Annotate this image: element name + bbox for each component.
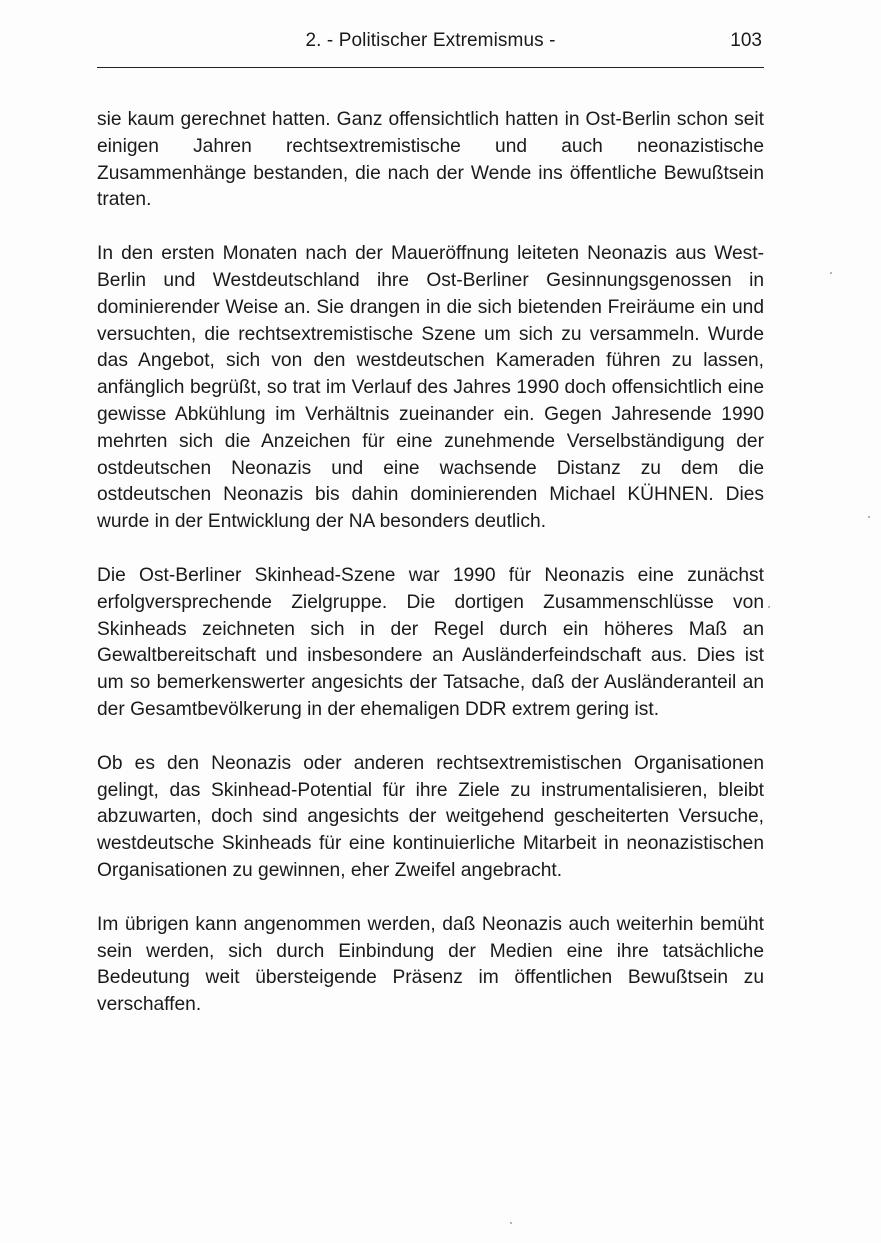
- paragraph-1: sie kaum gerechnet hatten. Ganz offensichtlich hatten in Ost-Berlin schon seit einigen Jahren rechtsextremistische und auch neonazistische Zusammenhänge bestanden, die nach der Wende ins öffentliche Bewußtsein traten.: [97, 109, 764, 211]
- scan-speck: [510, 1222, 512, 1224]
- body-text: [97, 107, 764, 1046]
- header-divider: [97, 67, 764, 68]
- page-number: 103: [730, 30, 762, 51]
- paragraph-2: In den ersten Monaten nach der Maueröffnung leiteten Neonazis aus West-Berlin und Westdeutschland ihre Ost-Berliner Gesinnungsgenossen in dominierender Weise an. Sie drangen in die sich bietenden Freiräume ein und versuchten, die rechtsextremistische Szene um sich zu versammeln. Wurde das Angebot, sich von den westdeutschen Kameraden führen zu lassen, anfänglich begrüßt, so trat im Verlauf des Jahres 1990 doch offensichtlich eine gewisse Abkühlung im Verhältnis zueinander ein. Gegen Jahresende 1990 mehrten sich die Anzeichen für eine zunehmende Verselbständigung der ostdeutschen Neonazis und eine wachsende Distanz zu dem die ostdeutschen Neonazis bis dahin dominierenden Michael KÜHNEN. Dies wurde in der Entwicklung der NA besonders deutlich.: [97, 243, 764, 533]
- scan-speck: [868, 516, 870, 518]
- paragraph-5: Im übrigen kann angenommen werden, daß Neonazis auch weiterhin bemüht sein werden, sich durch Einbindung der Medien eine ihre tatsächliche Bedeutung weit übersteigende Präsenz im öffentlichen Bewußtsein zu verschaffen.: [97, 913, 764, 1016]
- paragraph-4: Ob es den Neonazis oder anderen rechtsextremistischen Organisationen gelingt, das Skinhead-Potential für ihre Ziele zu instrumentalisieren, bleibt abzuwarten, doch sind angesichts der weitgehend gescheiterten Versuche, westdeutsche Skinheads für eine kontinuierliche Mitarbeit in neonazistischen Organisationen zu gewinnen, eher Zweifel angebracht.: [97, 752, 764, 881]
- header-title: 2. - Politischer Extremismus -: [305, 30, 556, 51]
- paragraph-3: Die Ost-Berliner Skinhead-Szene war 1990 für Neonazis eine zunächst erfolgversprechende Zielgruppe. Die dortigen Zusammenschlüsse von Skinheads zeichneten sich in der Regel durch ein höheres Maß an Gewaltbereitschaft und insbesondere an Ausländerfeindschaft aus. Dies ist um so bemerkenswerter angesichts der Tatsache, daß der Ausländeranteil an der Gesamtbevölkerung in der ehemaligen DDR extrem gering ist.: [97, 564, 764, 720]
- running-header: [97, 30, 764, 60]
- scan-speck: [768, 606, 770, 608]
- scan-speck: [830, 272, 832, 274]
